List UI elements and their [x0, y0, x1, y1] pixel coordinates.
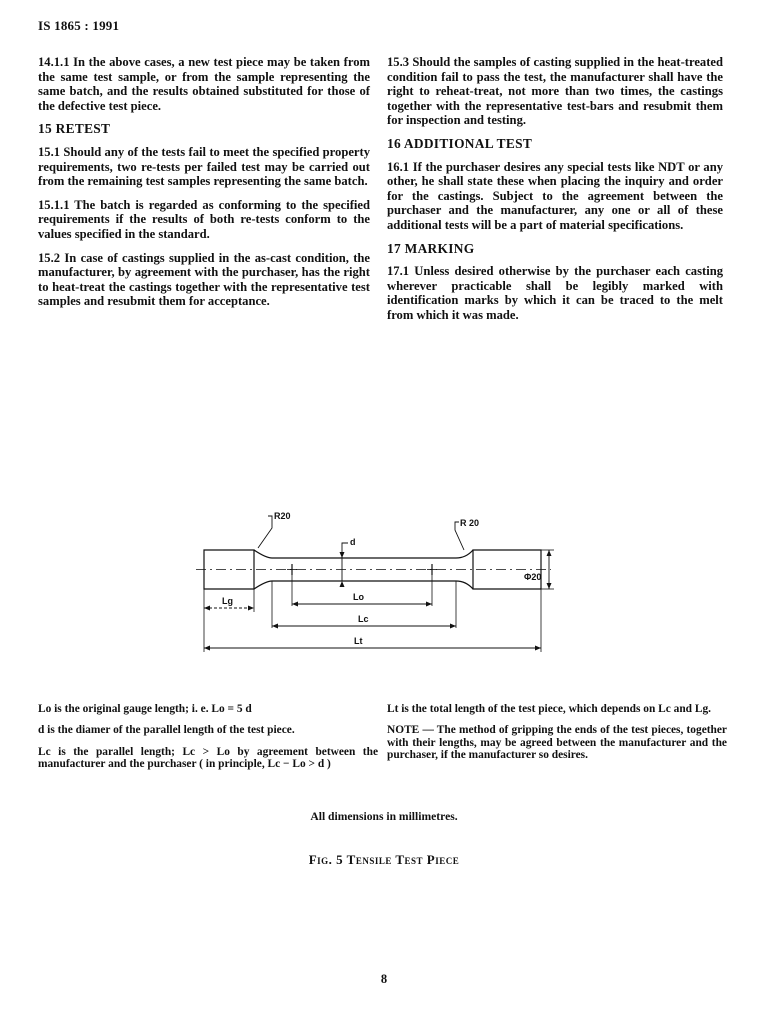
label-lg: Lg [222, 596, 233, 606]
lc-arrow-right [450, 624, 456, 629]
r20-left-leader [258, 516, 272, 548]
clause-number: 15.1 [38, 144, 61, 159]
lower-profile [254, 581, 473, 589]
left-text-column [38, 55, 370, 318]
clause-17-1 [387, 264, 723, 322]
upper-profile [254, 550, 473, 558]
label-phi20: Φ20 [524, 572, 542, 582]
label-lc: Lc [358, 614, 369, 624]
label-d: d [350, 537, 356, 547]
clause-number: 15.1.1 [38, 197, 70, 212]
clause-text: In case of castings supplied in the as-cast condition, the manufacturer, by agreement with the purchaser, has the right to heat-treat the castings together with the representative test samples and resubmit them for acceptance. [38, 250, 370, 309]
figure-legend-right [387, 703, 727, 762]
right-text-column [387, 55, 723, 332]
clause-15-3 [387, 55, 723, 128]
clause-text: Should any of the tests fail to meet the specified property requirements, two re-tests per failed test may be carried out from the remaining test samples representing the same batch. [38, 144, 370, 189]
tensile-test-piece-svg [196, 500, 566, 660]
clause-text: If the purchaser desires any special tests like NDT or any other, he shall state these when placing the inquiry and order for the castings. Subject to the agreement between the purchaser and the manufacturer, any one or all of these additional tests will be a part of material specifications. [387, 159, 723, 232]
clause-number: 17.1 [387, 264, 410, 279]
dimensions-note: All dimensions in millimetres. [310, 810, 458, 823]
lc-arrow-left [272, 624, 278, 629]
clause-16-1 [387, 160, 723, 233]
lg-arrow-left [204, 606, 210, 611]
clause-15-1-1 [38, 198, 370, 242]
label-r20-left: R20 [274, 511, 291, 521]
label-lo: Lo [353, 592, 364, 602]
lo-arrow-right [426, 602, 432, 607]
section-heading-additional-test: 16 ADDITIONAL TEST [387, 135, 533, 151]
tensile-test-piece-drawing [196, 500, 566, 660]
figure-legend-left [38, 703, 378, 780]
clause-14-1-1 [38, 55, 370, 113]
lt-arrow-right [535, 646, 541, 651]
clause-15-2 [38, 251, 370, 309]
figure-caption: Fig. 5 Tensile Test Piece [308, 852, 460, 867]
legend-item-lo: Lo is the original gauge length; i. e. Lo = 5 d [38, 703, 252, 715]
clause-text: The batch is regarded as conforming to the specified requirements if the results of both re-tests conform to the values specified in the standard. [38, 197, 370, 241]
clause-text: Unless desired otherwise by the purchaser each casting wherever practicable shall be legibly marked with identification marks by which it can be traced to the melt from which it was made. [387, 264, 724, 322]
d-arrow-bottom [340, 581, 345, 587]
section-heading-retest: 15 RETEST [38, 121, 111, 137]
phi20-arrow-bottom [547, 583, 552, 589]
clause-number: 15.3 [387, 55, 410, 69]
page-number: 8 [380, 972, 388, 986]
clause-number: 15.2 [38, 250, 61, 265]
figure-note: NOTE — The method of gripping the ends of the test pieces, together with their lengths, may be agreed between the manufacturer and the purchaser, if the manufacturer so desires. [387, 724, 727, 762]
clause-number: 14.1.1 [38, 55, 70, 69]
clause-text: In the above cases, a new test piece may be taken from the same test sample, or from the sample representing the same batch, and the results obtained substituted for those of the defective test piece. [38, 55, 370, 113]
clause-text: Should the samples of casting supplied in the heat-treated condition fail to pass the test, the manufacturer shall have the right to reheat-treat, not more than two times, the castings together with the representative test-bars and resubmit them for inspection and testing. [387, 55, 723, 128]
d-arrow-top [340, 552, 345, 558]
phi20-arrow-top [547, 550, 552, 556]
lt-arrow-left [204, 646, 210, 651]
legend-item-lt: Lt is the total length of the test piece, which depends on Lc and Lg. [387, 703, 712, 715]
label-lt: Lt [354, 636, 363, 646]
label-r20-right: R 20 [460, 518, 480, 528]
standard-number-header: IS 1865 : 1991 [38, 18, 120, 33]
section-heading-marking: 17 MARKING [387, 240, 475, 256]
legend-item-d: d is the diamer of the parallel length of the test piece. [38, 724, 295, 737]
clause-number: 16.1 [387, 159, 410, 174]
lg-arrow-right [248, 606, 254, 611]
legend-item-lc: Lc is the parallel length; Lc > Lo by agreement between the manufacturer and the purchaser ( in principle, Lc − Lo > d ) [38, 745, 378, 771]
clause-15-1 [38, 145, 370, 189]
lo-arrow-left [292, 602, 298, 607]
